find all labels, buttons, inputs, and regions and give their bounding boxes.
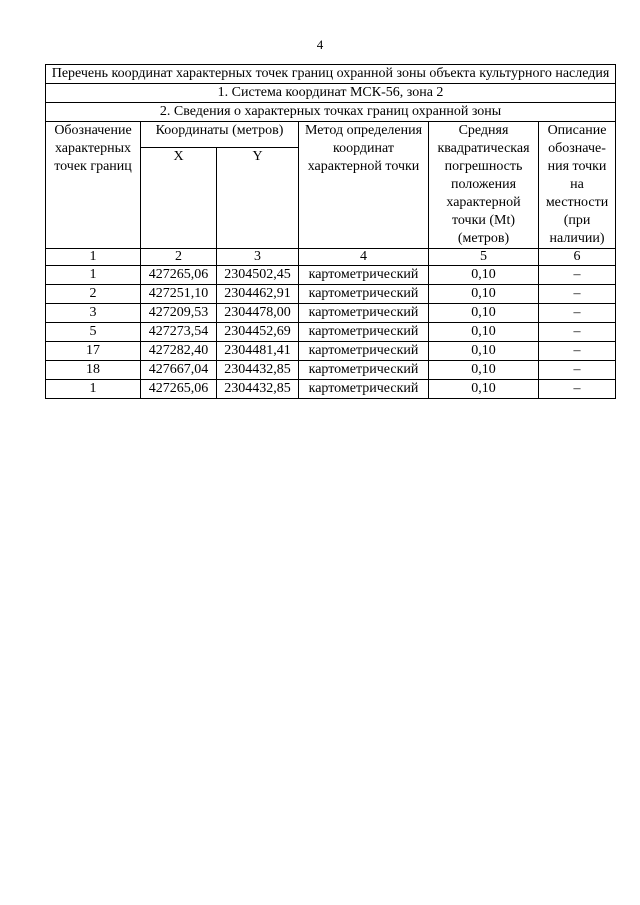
- coordinate-x: 427265,06: [141, 380, 217, 399]
- coordinate-y: 2304432,85: [217, 361, 299, 380]
- description-value: –: [539, 323, 616, 342]
- point-number: 18: [46, 361, 141, 380]
- header-description: Описание обозначе-ния точки на местности (при наличии): [539, 122, 616, 249]
- points-info-heading: 2. Сведения о характерных точках границ охранной зоны: [46, 103, 616, 122]
- coordinate-y: 2304462,91: [217, 285, 299, 304]
- point-number: 1: [46, 266, 141, 285]
- header-method: Метод определения координат характерной точки: [299, 122, 429, 249]
- coordinate-x: 427667,04: [141, 361, 217, 380]
- section2-row: [46, 103, 616, 122]
- coordinate-y: 2304452,69: [217, 323, 299, 342]
- error-value: 0,10: [429, 266, 539, 285]
- table-title-row: [46, 65, 616, 84]
- column-number: 6: [539, 249, 616, 266]
- method-value: картометрический: [299, 323, 429, 342]
- point-number: 17: [46, 342, 141, 361]
- method-value: картометрический: [299, 285, 429, 304]
- section1-row: [46, 84, 616, 103]
- header-row: [46, 122, 616, 148]
- coordinate-y: 2304502,45: [217, 266, 299, 285]
- coordinate-x: 427251,10: [141, 285, 217, 304]
- coordinate-x: 427282,40: [141, 342, 217, 361]
- page-number: 4: [316, 37, 324, 52]
- header-y: Y: [217, 148, 299, 249]
- point-number: 1: [46, 380, 141, 399]
- header-coordinates: Координаты (метров): [141, 122, 299, 148]
- coordinate-x: 427273,54: [141, 323, 217, 342]
- table-row: [46, 304, 616, 323]
- data-rows: [46, 266, 616, 399]
- method-value: картометрический: [299, 342, 429, 361]
- error-value: 0,10: [429, 304, 539, 323]
- error-value: 0,10: [429, 342, 539, 361]
- error-value: 0,10: [429, 323, 539, 342]
- description-value: –: [539, 266, 616, 285]
- coordinate-y: 2304432,85: [217, 380, 299, 399]
- table-row: [46, 266, 616, 285]
- point-number: 5: [46, 323, 141, 342]
- method-value: картометрический: [299, 266, 429, 285]
- header-x: X: [141, 148, 217, 249]
- point-number: 3: [46, 304, 141, 323]
- table-title: Перечень координат характерных точек границ охранной зоны объекта культурного наследия: [46, 65, 616, 84]
- method-value: картометрический: [299, 361, 429, 380]
- description-value: –: [539, 304, 616, 323]
- method-value: картометрический: [299, 304, 429, 323]
- point-number: 2: [46, 285, 141, 304]
- column-number: 2: [141, 249, 217, 266]
- column-number: 1: [46, 249, 141, 266]
- description-value: –: [539, 342, 616, 361]
- error-value: 0,10: [429, 361, 539, 380]
- header-designation: Обозначение характерных точек границ: [46, 122, 141, 249]
- table-row: [46, 380, 616, 399]
- coordinate-x: 427209,53: [141, 304, 217, 323]
- column-number: 5: [429, 249, 539, 266]
- method-value: картометрический: [299, 380, 429, 399]
- error-value: 0,10: [429, 380, 539, 399]
- table-row: [46, 285, 616, 304]
- coordinate-y: 2304478,00: [217, 304, 299, 323]
- error-value: 0,10: [429, 285, 539, 304]
- table-row: [46, 361, 616, 380]
- table-row: [46, 342, 616, 361]
- description-value: –: [539, 285, 616, 304]
- column-numbers-row: [46, 249, 616, 266]
- table-row: [46, 323, 616, 342]
- coordinates-table: [45, 64, 616, 399]
- coordinate-y: 2304481,41: [217, 342, 299, 361]
- coordinate-system-heading: 1. Система координат МСК-56, зона 2: [46, 84, 616, 103]
- coordinate-x: 427265,06: [141, 266, 217, 285]
- description-value: –: [539, 361, 616, 380]
- column-number: 3: [217, 249, 299, 266]
- header-error: Средняя квадратическая погрешность положения характерной точки (Mt) (метров): [429, 122, 539, 249]
- description-value: –: [539, 380, 616, 399]
- column-number: 4: [299, 249, 429, 266]
